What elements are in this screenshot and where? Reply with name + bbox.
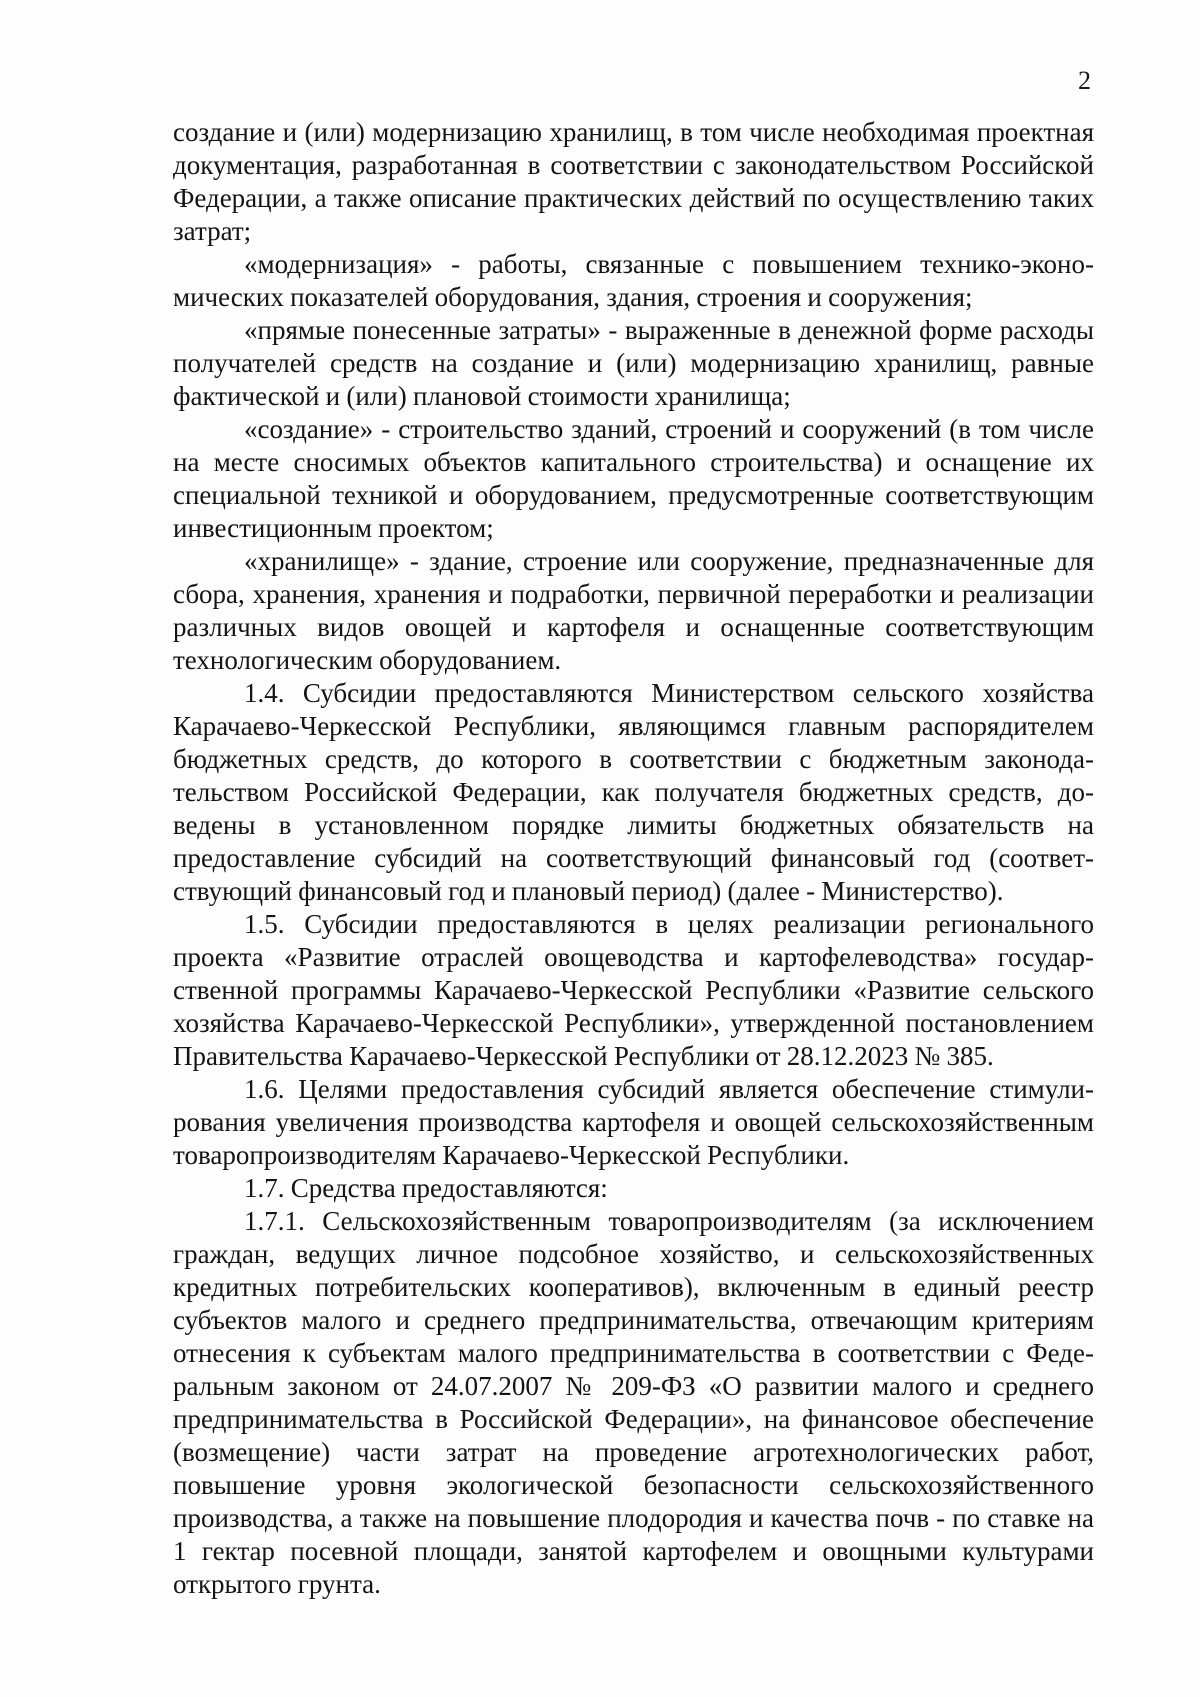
paragraph-1-5: 1.5. Субсидии предоставляются в целях реализации регионального проекта «Развитие отраслей овощеводства и картофелеводства» государственной программы Карачаево-Черкесской Республики «Развитие сельского хозяйства Карачаево-Черкесской Республики», утвержденной постановлением Правительства Карачаево-Черкесской Республики от 28.12.2023 № 385. xyxy=(173,909,1094,1071)
paragraph-definition-creation: «создание» - строительство зданий, строений и сооружений (в том числе на месте сносимых объектов капитального строительства) и оснащение их специальной техникой и оборудованием, предусмотренные соответствующим инвестиционным проектом; xyxy=(173,414,1094,543)
paragraph-definition-storage: «хранилище» - здание, строение или сооружение, предназначенные для сбора, хранения, хранения и подработки, первичной переработки и реализации различных видов овощей и картофеля и оснащенные соответствующим технологическим оборудованием. xyxy=(173,546,1094,675)
document-body xyxy=(173,116,1094,1601)
paragraph-definition-modernization: «модернизация» - работы, связанные с повышением технико-экономических показателей оборудования, здания, строения и сооружения; xyxy=(173,249,1094,312)
paragraph-1-7: 1.7. Средства предоставляются: xyxy=(244,1173,608,1203)
page-number: 2 xyxy=(1078,66,1091,95)
paragraph-storage-creation-continued: создание и (или) модернизацию хранилищ, в том числе необходимая проектная документация, разработанная в соответствии с законодательством Российской Федерации, а также описание практических действий по осуществлению таких затрат; xyxy=(173,117,1094,246)
paragraph-1-4: 1.4. Субсидии предоставляются Министерством сельского хозяйства Карачаево-Черкесской Республики, являющимся главным распорядителем бюджетных средств, до которого в соответствии с бюджетным законодательством Российской Федерации, как получателя бюджетных средств, доведены в установленном порядке лимиты бюджетных обязательств на предоставление субсидий на соответствующий финансовый год (соответствующий финансовый год и плановый период) (далее - Министерство). xyxy=(173,678,1094,906)
paragraph-1-7-1: 1.7.1. Сельскохозяйственным товаропроизводителям (за исключением граждан, ведущих личное подсобное хозяйство, и сельскохозяйственных кредитных потребительских кооперативов), включенным в единый реестр субъектов малого и среднего предпринимательства, отвечающим критериям отнесения к субъектам малого предпринимательства в соответствии с Федеральным законом от 24.07.2007 № 209-ФЗ «О развитии малого и среднего предпринимательства в Российской Федерации», на финансовое обеспечение (возмещение) части затрат на проведение агротехнологических работ, повышение уровня экологической безопасности сельскохозяйственного производства, а также на повышение плодородия и качества почв - по ставке на 1 гектар посевной площади, занятой картофелем и овощными культурами открытого грунта. xyxy=(173,1206,1094,1599)
paragraph-1-6: 1.6. Целями предоставления субсидий является обеспечение стимулирования увеличения производства картофеля и овощей сельскохозяйственным товаропроизводителям Карачаево-Черкесской Республики. xyxy=(173,1074,1094,1170)
paragraph-definition-direct-costs: «прямые понесенные затраты» - выраженные в денежной форме расходы получателей средств на создание и (или) модернизацию хранилищ, равные фактической и (или) плановой стоимости хранилища; xyxy=(173,315,1094,411)
